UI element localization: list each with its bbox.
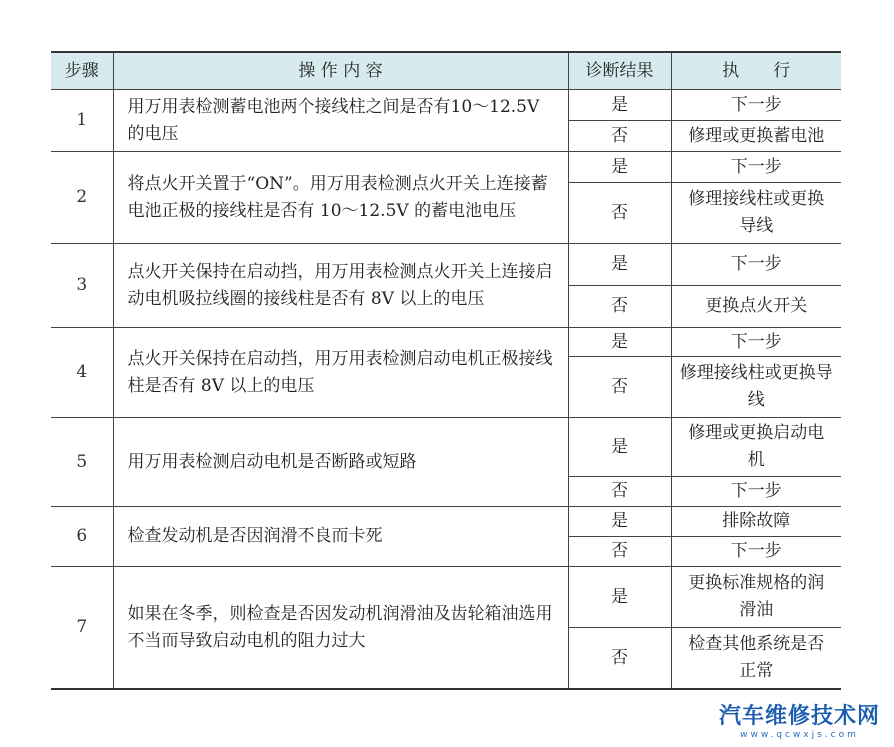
result-yes: 是 — [568, 418, 671, 477]
result-no: 否 — [568, 537, 671, 567]
action-yes: 下一步 — [671, 328, 841, 357]
result-yes: 是 — [568, 328, 671, 357]
header-operation: 操 作 内 容 — [113, 52, 568, 90]
watermark — [719, 705, 880, 741]
step-number: 6 — [51, 507, 113, 567]
action-no: 下一步 — [671, 537, 841, 567]
operation-text: 用万用表检测启动电机是否断路或短路 — [113, 418, 568, 507]
action-yes: 下一步 — [671, 152, 841, 183]
action-no: 检查其他系统是否正常 — [671, 628, 841, 690]
step-number: 5 — [51, 418, 113, 507]
table-row — [51, 418, 841, 477]
result-no: 否 — [568, 286, 671, 328]
action-no: 下一步 — [671, 477, 841, 507]
action-yes: 更换标准规格的润滑油 — [671, 567, 841, 628]
operation-text: 点火开关保持在启动挡，用万用表检测点火开关上连接启动电机吸拉线圈的接线柱是否有 8V 以上的电压 — [113, 244, 568, 328]
operation-text: 将点火开关置于“ON”。用万用表检测点火开关上连接蓄电池正极的接线柱是否有 10～12.5V 的蓄电池电压 — [113, 152, 568, 244]
operation-text: 用万用表检测蓄电池两个接线柱之间是否有10～12.5V 的电压 — [113, 90, 568, 152]
header-step: 步骤 — [51, 52, 113, 90]
result-yes: 是 — [568, 152, 671, 183]
result-no: 否 — [568, 183, 671, 244]
operation-text: 点火开关保持在启动挡，用万用表检测启动电机正极接线柱是否有 8V 以上的电压 — [113, 328, 568, 418]
action-yes: 下一步 — [671, 244, 841, 286]
action-yes: 修理或更换启动电机 — [671, 418, 841, 477]
step-number: 2 — [51, 152, 113, 244]
result-yes: 是 — [568, 507, 671, 537]
table-row — [51, 507, 841, 537]
action-yes: 下一步 — [671, 90, 841, 121]
watermark-url: www.qcwxjs.com — [740, 730, 859, 740]
header-row — [51, 52, 841, 90]
result-no: 否 — [568, 477, 671, 507]
header-action: 执 行 — [671, 52, 841, 90]
result-no: 否 — [568, 357, 671, 418]
header-result: 诊断结果 — [568, 52, 671, 90]
action-no: 修理接线柱或更换导线 — [671, 357, 841, 418]
table-row — [51, 244, 841, 286]
result-no: 否 — [568, 628, 671, 690]
result-yes: 是 — [568, 567, 671, 628]
table-row — [51, 328, 841, 357]
operation-text: 如果在冬季，则检查是否因发动机润滑油及齿轮箱油选用不当而导致启动电机的阻力过大 — [113, 567, 568, 690]
step-number: 3 — [51, 244, 113, 328]
step-number: 1 — [51, 90, 113, 152]
result-yes: 是 — [568, 244, 671, 286]
result-no: 否 — [568, 121, 671, 152]
step-number: 7 — [51, 567, 113, 690]
action-no: 更换点火开关 — [671, 286, 841, 328]
table-row — [51, 567, 841, 628]
diagnosis-table — [51, 51, 841, 690]
action-no: 修理或更换蓄电池 — [671, 121, 841, 152]
result-yes: 是 — [568, 90, 671, 121]
action-no: 修理接线柱或更换导线 — [671, 183, 841, 244]
action-yes: 排除故障 — [671, 507, 841, 537]
step-number: 4 — [51, 328, 113, 418]
table-row — [51, 152, 841, 183]
watermark-title: 汽车维修技术网 — [718, 704, 880, 729]
operation-text: 检查发动机是否因润滑不良而卡死 — [113, 507, 568, 567]
table-row — [51, 90, 841, 121]
